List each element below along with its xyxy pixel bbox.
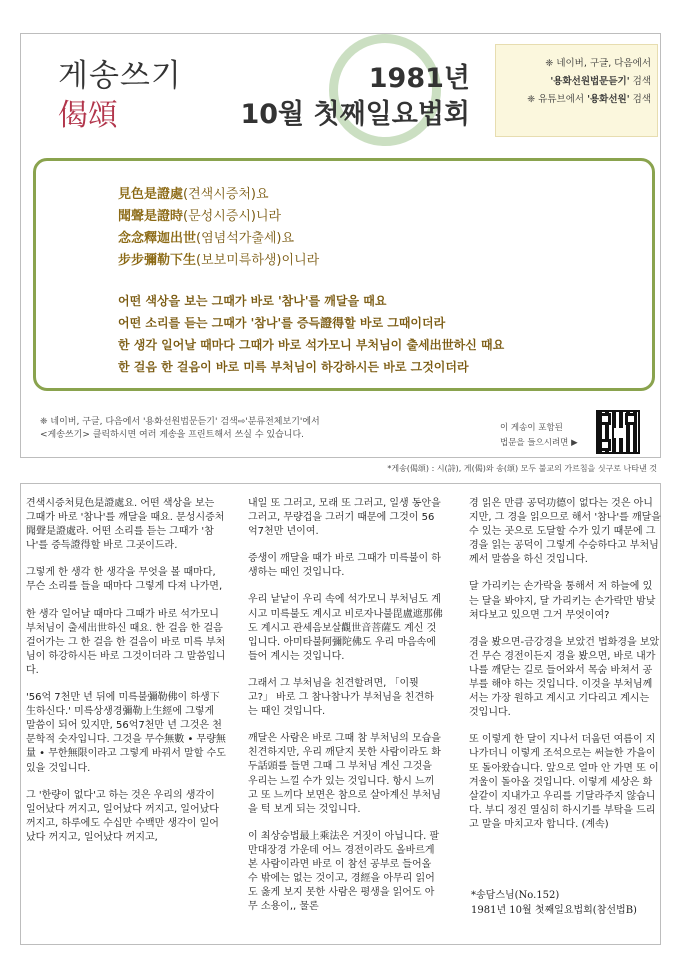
paragraph: 그 '한량이 없다'고 하는 것은 우리의 생각이 일어났다 꺼지고, 일어났다 꺼지고, 일어났다 꺼지고, 하루에도 수십만 수백만 생각이 일어났다 꺼지고, 일어났다 꺼지고, [26, 789, 219, 843]
translation-line: 어떤 색상을 보는 그때가 바로 '참나'를 깨달을 때요 [118, 294, 387, 308]
verse-translation [118, 290, 504, 378]
verse-line: 聞聲是證時(문성시증시)니라 [118, 209, 282, 224]
paragraph: 한 생각 일어날 때마다 그때가 바로 석가모니 부처님이 출세出世하신 때요. 한 걸음 한 걸음 걸어가는 그 한 걸음 한 걸음이 바로 미륵 부처님이 하강하시든 바로 그것이더라 그 말씀입니다. [26, 608, 226, 676]
paragraph: '56억 7천만 년 뒤에 미륵불彌勒佛이 하생下生하신다.' 미륵상생경彌勒上生經에 그렇게 말씀이 되어 있지만, 56억7천만 년 그것은 천문학적 숫자입니다. 그것을 무수無數 • 무량無量 • 무한無限이라고 그렇게 바꿔서 말할 수도 있을 것입니다. [26, 692, 226, 774]
paragraph: 내일 또 그러고, 모래 또 그러고, 일생 동안을 그러고, 무량겁을 그러기 때문에 그것이 56억7천만 년이여. [248, 498, 441, 538]
paragraph: 또 이렇게 한 달이 지나서 더웁던 여름이 지나가더니 이렇게 조석으로는 써늘한 가을이 또 돌아왔습니다. 앞으로 얼마 안 가면 또 이 겨울이 돌아올 것입니다. 이렇게 세상은 화살같이 지내가고 우리를 기달라주지 않습니다. 부디 정진 열심히 하시기를 부탁을 드리고 말을 마치고자 합니다. (계속) [469, 734, 659, 830]
info-line-1: ❈ 네이버, 구글, 다음에서 [545, 58, 651, 69]
headline-event: 10월 첫째일요법회 [240, 99, 470, 130]
page-title-korean: 게송쓰기 [58, 58, 182, 94]
text-column-3 [469, 497, 661, 845]
paragraph: 증생이 깨달을 때가 바로 그때가 미륵불이 하생하는 때인 것입니다. [248, 553, 441, 579]
paragraph: 그래서 그 부처님을 친견할려면, 「이뭣고?」 바로 그 참나참나가 부처님을 친견하는 때인 것입니다. [248, 677, 434, 718]
paragraph: 그렇게 한 생각 한 생각을 무엇을 볼 때마다, 무슨 소리를 들을 때마다 그렇게 다져 나가면, [26, 567, 223, 593]
page-title-hanja: 偈頌 [58, 98, 118, 133]
verse-line: 見色是證處(견색시증처)요 [118, 187, 269, 202]
info-line-2: '용화선원법문듣기' 검색 [550, 76, 651, 87]
signature: *송담스님(No.152) 1981년 10월 첫째일요법회(참선법B) [471, 890, 637, 916]
print-instructions: ❈ 네이버, 구글, 다음에서 '용화선원법문듣기' 검색⇨'분류전체보기'에서 <게송쓰기> 클릭하시면 여러 게송을 프린트해서 쓰실 수 있습니다. [40, 417, 320, 440]
paragraph: 이 최상승법最上乘法은 거짓이 아닙니다. 팔만대장경 가운데 어느 경전이라도 올바르게 본 사람이라면 바로 이 참선 공부로 들어올 수 밖에는 없는 것이고, 경經을 아무리 읽어도 옳게 보지 못한 사람은 평생을 읽어도 아무 소용이,, 물론 [248, 830, 440, 913]
translation-line: 한 생각 일어날 때마다 그때가 바로 석가모니 부처님이 출세出世하신 때요 [118, 338, 505, 352]
search-info-box [495, 44, 658, 137]
paragraph: 경 읽은 만큼 공덕功德이 없다는 것은 아니지만, 그 경을 읽으므로 해서 '참나'를 깨달을 수 있는 곳으로 도달할 수가 있기 때문에 그 경을 읽는 공덕이 그렇게 수승하다고 부처님께서 말씀을 하신 것입니다. [469, 498, 661, 566]
info-line-3: ❈ 유튜브에서 '용화선원' 검색 [527, 94, 651, 105]
footnote: *게송(偈頌) : 시(詩), 게(偈)와 송(頌) 모두 불교의 가르침을 싯구로 나타낸 것 [387, 464, 657, 473]
paragraph: 깨달은 사람은 바로 그때 참 부처님의 모습을 친견하지만, 우리 깨닫지 못한 사람이라도 화두話頭를 들면 그때 그 부처님 계신 그것을 우리는 느낄 수가 있는 것입니다. 항시 느끼고 또 느끼다 보면은 참으로 살아계신 부처님을 턱 보게 되는 것입니다. [248, 733, 441, 815]
verse-line: 念念釋迦出世(염념석가출세)요 [118, 231, 295, 246]
qr-caption: 이 게송이 포함된 법문을 들으시려면 ▶ [500, 423, 578, 448]
headline-year: 1981년 [368, 63, 470, 94]
verse-lines [118, 184, 319, 272]
verse-line: 步步彌勒下生(보보미륵하생)이니라 [118, 253, 320, 268]
paragraph: 경을 봤으면-금강경을 보았건 법화경을 보았건 무슨 경전이든지 경을 봤으면, 바로 내가 나를 깨닫는 길로 들어와서 목숨 바쳐서 공부를 해야 하는 것입니다. 이것을 부처님께서는 가장 원하고 계시고 기다리고 계시는 것입니다. [469, 636, 660, 719]
text-column-1 [26, 497, 226, 858]
paragraph: 우리 낱낱이 우리 속에 석가모니 부처님도 계시고 미륵불도 계시고 비로자나불毘盧遮那佛도 계시고 관세음보살觀世音菩薩도 계신 것입니다. 아미타불阿彌陀佛도 우리 마음속에 들어 계시는 것입니다. [248, 594, 443, 662]
text-column-2 [248, 497, 443, 927]
translation-line: 한 걸음 한 걸음이 바로 미륵 부처님이 하강하시든 바로 그것이더라 [118, 360, 469, 374]
paragraph: 견색시증처見色是證處요. 어떤 색상을 보는 그때가 바로 '참나'를 깨달을 때요. 문성시증처聞聲是證處라. 어떤 소리를 듣는 그때가 '참나'를 증득證得할 바로 그곳이드라. [26, 498, 225, 552]
translation-line: 어떤 소리를 듣는 그때가 '참나'를 증득證得할 바로 그때이더라 [118, 316, 446, 330]
paragraph: 달 가리키는 손가락을 통해서 저 하늘에 있는 달을 봐야지, 달 가리키는 손가락만 밤낮 쳐다보고 있으면 그거 무엇이여? [469, 581, 656, 621]
qr-code-icon[interactable] [596, 410, 640, 454]
